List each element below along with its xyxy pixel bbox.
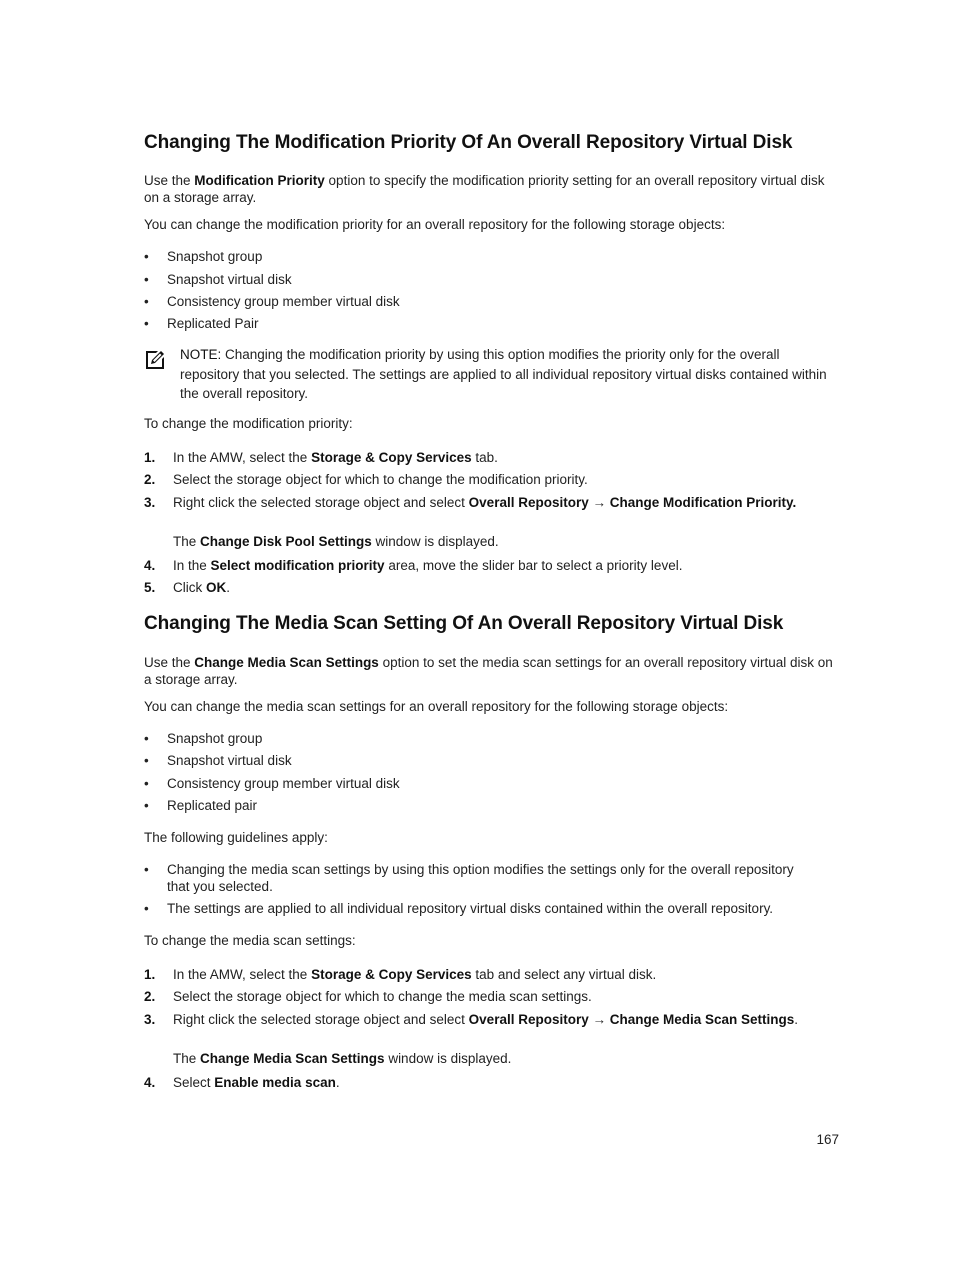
bullet: • bbox=[144, 731, 149, 746]
section-heading: Changing The Modification Priority Of An Overall Repository Virtual Disk bbox=[144, 132, 793, 153]
menu-path: Overall Repository bbox=[468, 1012, 589, 1027]
bullet: • bbox=[144, 862, 149, 877]
bullet: • bbox=[144, 316, 149, 331]
ui-tab-name: Storage & Copy Services bbox=[311, 967, 472, 982]
option-name: Enable media scan bbox=[214, 1075, 336, 1090]
pencil-note-icon bbox=[144, 349, 166, 371]
option-name: Modification Priority bbox=[194, 173, 325, 188]
area-name: Select modification priority bbox=[210, 558, 385, 573]
window-name: Change Disk Pool Settings bbox=[200, 534, 372, 549]
menu-path: Overall Repository bbox=[468, 495, 589, 510]
note-text: NOTE: Changing the modification priority by using this option modifies the priority only for the overall repository that you selected. The settings are applied to all individual repository virtual disks contained within the overall repository. bbox=[180, 347, 827, 401]
window-name: Change Media Scan Settings bbox=[200, 1051, 385, 1066]
section-heading: Changing The Media Scan Setting Of An Overall Repository Virtual Disk bbox=[144, 613, 784, 634]
intro-paragraph: Use the Modification Priority option to specify the modification priority setting for an overall repository virtual disk on a storage array. bbox=[144, 173, 825, 205]
menu-item: Change Media Scan Settings bbox=[609, 1012, 795, 1027]
page-number: 167 bbox=[816, 1132, 839, 1147]
bullet: • bbox=[144, 776, 149, 791]
guidelines-intro: The following guidelines apply: bbox=[144, 830, 328, 845]
bullet: • bbox=[144, 901, 149, 916]
intro-paragraph: Use the Change Media Scan Settings option to set the media scan settings for an overall repository virtual disk on a storage array. bbox=[144, 655, 833, 687]
procedure-intro: To change the media scan settings: bbox=[144, 933, 356, 948]
ui-tab-name: Storage & Copy Services bbox=[311, 450, 472, 465]
bullet: • bbox=[144, 753, 149, 768]
option-name: Change Media Scan Settings bbox=[194, 655, 379, 670]
note-label: NOTE: bbox=[180, 347, 222, 362]
bullet: • bbox=[144, 294, 149, 309]
procedure-intro: To change the modification priority: bbox=[144, 416, 353, 431]
objects-intro: You can change the media scan settings for an overall repository for the following storage objects: bbox=[144, 699, 729, 714]
menu-item: Change Modification Priority. bbox=[609, 495, 797, 510]
objects-intro: You can change the modification priority for an overall repository for the following storage objects: bbox=[144, 217, 726, 232]
button-name: OK bbox=[206, 580, 227, 595]
bullet: • bbox=[144, 272, 149, 287]
bullet: • bbox=[144, 798, 149, 813]
bullet: • bbox=[144, 249, 149, 264]
